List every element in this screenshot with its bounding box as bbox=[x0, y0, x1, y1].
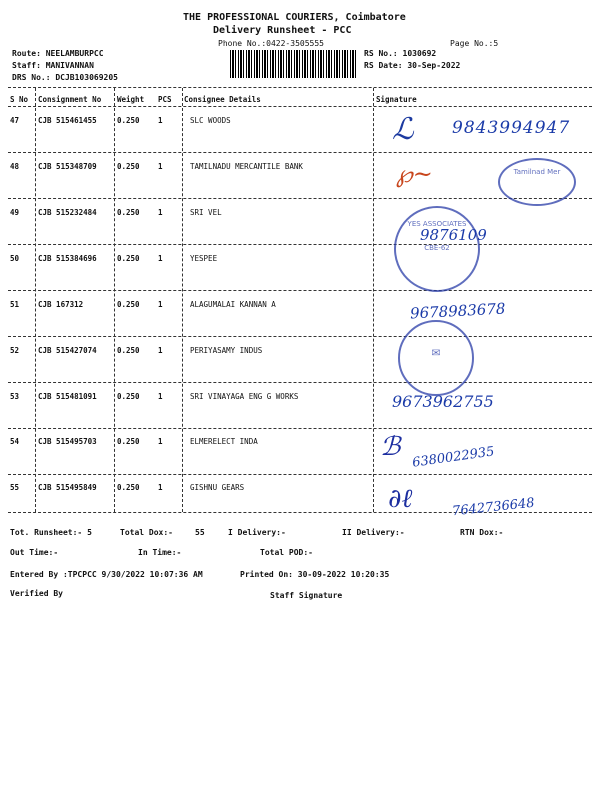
cell-pcs: 1 bbox=[158, 346, 163, 355]
cell-pcs: 1 bbox=[158, 254, 163, 263]
bank-stamp bbox=[498, 158, 576, 206]
cell-sno: 53 bbox=[10, 392, 20, 401]
cell-consignee: ALAGUMALAI KANNAN A bbox=[190, 300, 276, 309]
row-rule bbox=[8, 336, 592, 337]
cell-consignment: CJB 167312 bbox=[38, 300, 84, 309]
row-rule bbox=[8, 290, 592, 291]
cell-weight: 0.250 bbox=[117, 300, 140, 309]
route: Route: NEELAMBURPCC bbox=[12, 49, 104, 58]
cell-pcs: 1 bbox=[158, 208, 163, 217]
stamp-text: Tamilnad Mer bbox=[513, 168, 561, 176]
row-rule bbox=[8, 428, 592, 429]
cell-sno: 48 bbox=[10, 162, 20, 171]
signature-mark: ∂ℓ bbox=[388, 484, 413, 514]
cell-consignee: PERIYASAMY INDUS bbox=[190, 346, 263, 355]
verified-by: Verified By bbox=[10, 589, 63, 598]
cell-sno: 54 bbox=[10, 437, 20, 446]
cell-consignee: SLC WOODS bbox=[190, 116, 231, 125]
row-rule bbox=[8, 198, 592, 199]
entered-by: Entered By :TPCPCC 9/30/2022 10:07:36 AM bbox=[10, 570, 203, 579]
cell-consignee: SRI VEL bbox=[190, 208, 222, 217]
header-bottom-rule bbox=[8, 106, 592, 107]
page-title: Delivery Runsheet - PCC bbox=[213, 25, 352, 36]
cell-weight: 0.250 bbox=[117, 392, 140, 401]
stamp-emblem-icon: ✉ bbox=[431, 344, 441, 360]
cell-consignee: SRI VINAYAGA ENG G WORKS bbox=[190, 392, 299, 401]
staff-signature: Staff Signature bbox=[270, 591, 343, 600]
total-dox-value: 55 bbox=[195, 528, 205, 537]
col-header-pcs: PCS bbox=[158, 95, 172, 104]
cell-sno: 52 bbox=[10, 346, 20, 355]
handwritten-phone: 9673962755 bbox=[392, 392, 494, 411]
company-stamp bbox=[394, 206, 480, 292]
out-time: Out Time:- bbox=[10, 548, 59, 557]
signature-mark: ℒ bbox=[392, 112, 414, 147]
cell-sno: 49 bbox=[10, 208, 20, 217]
handwritten-phone: 6380022935 bbox=[411, 444, 496, 471]
i-delivery: I Delivery:- bbox=[228, 528, 286, 537]
in-time: In Time:- bbox=[138, 548, 182, 557]
rtn-dox: RTN Dox:- bbox=[460, 528, 504, 537]
col-header-signature: Signature bbox=[376, 95, 417, 104]
cell-consignment: CJB 515495703 bbox=[38, 437, 97, 446]
total-dox-label: Total Dox:- bbox=[120, 528, 173, 537]
row-rule bbox=[8, 474, 592, 475]
stamp-text: YES ASSOCIATES bbox=[407, 220, 467, 228]
cell-weight: 0.250 bbox=[117, 116, 140, 125]
cell-consignment: CJB 515384696 bbox=[38, 254, 97, 263]
total-pod: Total POD:- bbox=[260, 548, 313, 557]
cell-consignment: CJB 515427074 bbox=[38, 346, 97, 355]
cell-consignment: CJB 515461455 bbox=[38, 116, 97, 125]
cell-sno: 47 bbox=[10, 116, 20, 125]
staff-name: Staff: MANIVANNAN bbox=[12, 61, 94, 70]
total-runsheet: Tot. Runsheet:- 5 bbox=[10, 528, 92, 537]
cell-consignee: YESPEE bbox=[190, 254, 218, 263]
row-rule bbox=[8, 244, 592, 245]
col-header-consignment: Consignment No bbox=[38, 95, 102, 104]
signature-mark: ℘~ bbox=[396, 160, 433, 188]
ii-delivery: II Delivery:- bbox=[342, 528, 405, 537]
cell-consignee: ELMERELECT INDA bbox=[190, 437, 258, 446]
cell-weight: 0.250 bbox=[117, 346, 140, 355]
handwritten-phone: 9843994947 bbox=[452, 118, 571, 138]
cell-pcs: 1 bbox=[158, 300, 163, 309]
printed-on: Printed On: 30-09-2022 10:20:35 bbox=[240, 570, 390, 579]
cell-pcs: 1 bbox=[158, 437, 163, 446]
row-rule bbox=[8, 152, 592, 153]
cell-consignee: TAMILNADU MERCANTILE BANK bbox=[190, 162, 303, 171]
cell-weight: 0.250 bbox=[117, 208, 140, 217]
company-name: THE PROFESSIONAL COURIERS, Coimbatore bbox=[183, 12, 406, 23]
row-rule bbox=[8, 382, 592, 383]
col-header-weight: Weight bbox=[117, 95, 145, 104]
phone-number: Phone No.:0422-3505555 bbox=[218, 39, 324, 48]
col-header-sno: S No bbox=[10, 95, 29, 104]
cell-weight: 0.250 bbox=[117, 254, 140, 263]
signature-mark: ℬ bbox=[380, 432, 401, 462]
cell-weight: 0.250 bbox=[117, 162, 140, 171]
col-header-consignee: Consignee Details bbox=[184, 95, 261, 104]
page-number: Page No.:5 bbox=[450, 39, 499, 48]
drs-number: DRS No.: DCJB103069205 bbox=[12, 73, 118, 82]
barcode bbox=[230, 50, 358, 78]
cell-sno: 51 bbox=[10, 300, 20, 309]
cell-weight: 0.250 bbox=[117, 437, 140, 446]
rs-date: RS Date: 30-Sep-2022 bbox=[364, 61, 461, 70]
round-stamp bbox=[398, 320, 474, 396]
cell-weight: 0.250 bbox=[117, 483, 140, 492]
cell-pcs: 1 bbox=[158, 162, 163, 171]
handwritten-phone: 7642736648 bbox=[451, 495, 536, 520]
cell-consignment: CJB 515495849 bbox=[38, 483, 97, 492]
handwritten-phone: 9678983678 bbox=[409, 299, 506, 323]
handwritten-phone: 9876109 bbox=[420, 226, 487, 244]
cell-consignee: GISHNU GEARS bbox=[190, 483, 245, 492]
cell-consignment: CJB 515348709 bbox=[38, 162, 97, 171]
stamp-code: CBE-62 bbox=[424, 244, 450, 252]
cell-pcs: 1 bbox=[158, 392, 163, 401]
cell-pcs: 1 bbox=[158, 116, 163, 125]
rs-number: RS No.: 1030692 bbox=[364, 49, 437, 58]
table-top-rule bbox=[8, 87, 592, 88]
cell-sno: 50 bbox=[10, 254, 20, 263]
cell-sno: 55 bbox=[10, 483, 20, 492]
cell-pcs: 1 bbox=[158, 483, 163, 492]
cell-consignment: CJB 515481091 bbox=[38, 392, 97, 401]
cell-consignment: CJB 515232484 bbox=[38, 208, 97, 217]
